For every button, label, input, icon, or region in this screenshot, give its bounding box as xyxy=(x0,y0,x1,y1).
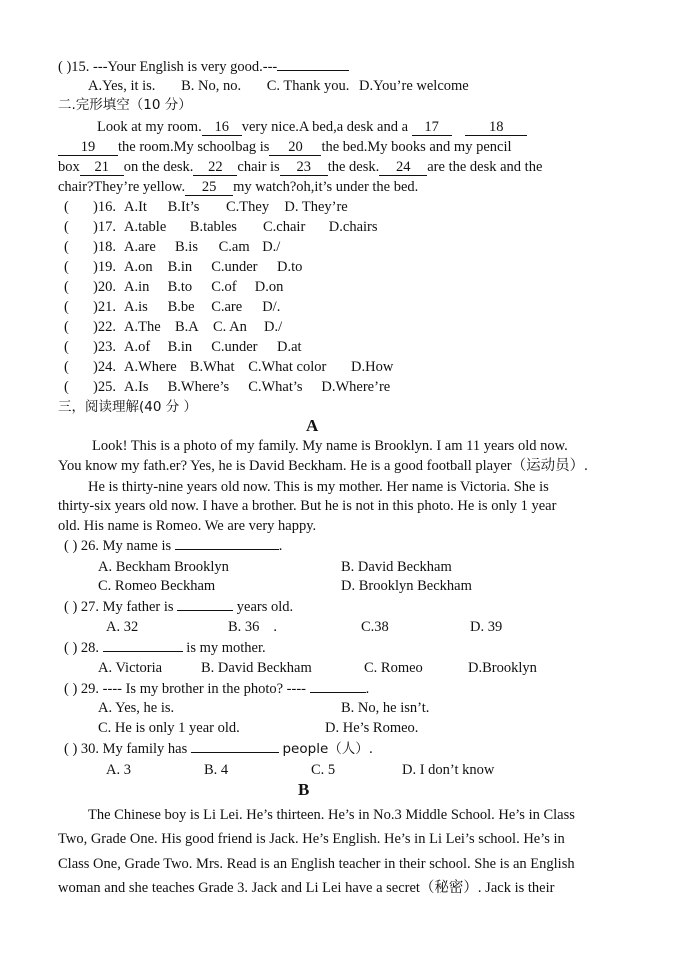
passage-b-line: Class One, Grade Two. Mrs. Read is an English teacher in their school. She is an English xyxy=(58,856,575,872)
cloze-option-b[interactable]: B.in xyxy=(167,259,193,275)
cloze-blank-21[interactable]: 21 xyxy=(80,159,124,176)
q29-stem: ( ) 29. ---- Is my brother in the photo? ---- . xyxy=(64,681,370,697)
q15-option-b[interactable]: B. No, no. xyxy=(181,78,242,94)
cloze-option-b[interactable]: B.be xyxy=(167,299,195,315)
cloze-blank-23[interactable]: 23 xyxy=(280,159,328,176)
cloze-option-c[interactable]: C.under xyxy=(211,339,258,355)
cloze-option-d[interactable]: D./ xyxy=(264,319,283,335)
q27-option-b[interactable]: B. 36 . xyxy=(228,619,278,635)
cloze-blank-25[interactable]: 25 xyxy=(185,179,233,196)
q26-option-c[interactable]: C. Romeo Beckham xyxy=(98,578,216,594)
q15-option-c[interactable]: C. Thank you. xyxy=(266,78,350,94)
q26-option-b[interactable]: B. David Beckham xyxy=(341,559,452,575)
passage-b-line: The Chinese boy is Li Lei. He’s thirteen. He’s in No.3 Middle School. He’s in Class xyxy=(88,807,575,823)
cloze-option-b[interactable]: B.Where’s xyxy=(167,379,230,395)
q29-option-a[interactable]: A. Yes, he is. xyxy=(98,700,175,716)
q27-option-a[interactable]: A. 32 xyxy=(106,619,139,635)
q26-answer-blank[interactable] xyxy=(175,549,279,550)
cloze-option-d[interactable]: D.at xyxy=(277,339,302,355)
passage-a-heading: A xyxy=(306,416,319,435)
q28-option-c[interactable]: C. Romeo xyxy=(364,660,423,676)
cloze-option-a[interactable]: A.in xyxy=(124,279,150,295)
cloze-option-b[interactable]: B.A xyxy=(175,319,199,335)
cloze-question-number: )25. xyxy=(93,379,116,395)
answer-paren[interactable]: ( xyxy=(64,219,69,235)
cloze-question-number: )23. xyxy=(93,339,116,355)
q28-option-d[interactable]: D.Brooklyn xyxy=(468,660,537,676)
cloze-blank-17[interactable]: 17 xyxy=(412,119,452,136)
cloze-blank-24[interactable]: 24 xyxy=(379,159,427,176)
answer-paren[interactable]: ( xyxy=(64,319,69,335)
cloze-option-b[interactable]: B.to xyxy=(167,279,193,295)
cloze-option-a[interactable]: A.are xyxy=(124,239,156,255)
cloze-question-number: )20. xyxy=(93,279,116,295)
cloze-option-c[interactable]: C.What’s xyxy=(248,379,303,395)
cloze-blank-18[interactable]: 18 xyxy=(465,119,527,136)
q30-option-b[interactable]: B. 4 xyxy=(204,762,229,778)
q28-option-a[interactable]: A. Victoria xyxy=(98,660,163,676)
cloze-option-c[interactable]: C.am xyxy=(218,239,250,255)
cloze-section-title: 二.完形填空（10 分） xyxy=(58,97,192,113)
cloze-option-b[interactable]: B.in xyxy=(167,339,193,355)
q28-stem: ( ) 28. is my mother. xyxy=(64,640,266,656)
answer-paren[interactable]: ( xyxy=(64,379,69,395)
passage-b-line: woman and she teaches Grade 3. Jack and Li Lei have a secret（秘密）. Jack is their xyxy=(58,880,555,896)
answer-paren[interactable]: ( xyxy=(64,279,69,295)
q29-answer-blank[interactable] xyxy=(310,692,366,693)
q27-stem: ( ) 27. My father is years old. xyxy=(64,599,294,615)
cloze-option-a[interactable]: A.is xyxy=(124,299,148,315)
cloze-option-a[interactable]: A.Where xyxy=(124,359,177,375)
cloze-option-c[interactable]: C.What color xyxy=(248,359,327,375)
cloze-option-d[interactable]: D.chairs xyxy=(328,219,378,235)
cloze-passage-line-2: 19 the room.My schoolbag is 20 the bed.My books and my pencil xyxy=(58,137,512,157)
cloze-option-d[interactable]: D. They’re xyxy=(284,199,348,215)
cloze-question-number: )21. xyxy=(93,299,116,315)
cloze-passage-line-3: box 21 on the desk. 22 chair is 23 the desk. 24 are the desk and the xyxy=(58,159,543,175)
q15-stem: ( )15. ---Your English is very good.--- xyxy=(58,57,349,77)
cloze-option-c[interactable]: C.chair xyxy=(263,219,306,235)
cloze-passage-line-4: chair?They’re yellow. 25 my watch?oh,it’s under the bed. xyxy=(58,179,419,195)
q28-option-b[interactable]: B. David Beckham xyxy=(201,660,312,676)
q27-answer-blank[interactable] xyxy=(177,610,233,611)
q29-option-d[interactable]: D. He’s Romeo. xyxy=(325,720,419,736)
q30-answer-blank[interactable] xyxy=(191,752,279,753)
answer-paren[interactable]: ( xyxy=(64,339,69,355)
cloze-question-number: )24. xyxy=(93,359,116,375)
q29-option-b[interactable]: B. No, he isn’t. xyxy=(341,700,430,716)
q15-answer-blank[interactable] xyxy=(277,70,349,71)
cloze-option-a[interactable]: A.Is xyxy=(124,379,149,395)
passage-b-heading: B xyxy=(298,780,310,799)
passage-a-line: Look! This is a photo of my family. My name is Brooklyn. I am 11 years old now. xyxy=(92,438,568,454)
q27-option-c[interactable]: C.38 xyxy=(361,619,389,635)
cloze-option-b[interactable]: B.What xyxy=(189,359,235,375)
cloze-option-c[interactable]: C.They xyxy=(226,199,270,215)
passage-a-line: thirty-six years old now. I have a brother. But he is not in this photo. He is only 1 year xyxy=(58,498,557,514)
answer-paren[interactable]: ( xyxy=(64,239,69,255)
cloze-option-d[interactable]: D/. xyxy=(262,299,281,315)
cloze-option-d[interactable]: D./ xyxy=(262,239,281,255)
answer-paren[interactable]: ( xyxy=(64,299,69,315)
q29-option-c[interactable]: C. He is only 1 year old. xyxy=(98,720,240,736)
q30-option-a[interactable]: A. 3 xyxy=(106,762,131,778)
passage-a-line: old. His name is Romeo. We are very happy. xyxy=(58,518,317,534)
cloze-question-number: )18. xyxy=(93,239,116,255)
cloze-option-b[interactable]: B.is xyxy=(175,239,198,255)
cloze-option-a[interactable]: A.It xyxy=(124,199,147,215)
cloze-question-number: )16. xyxy=(93,199,116,215)
q30-option-d[interactable]: D. I don’t know xyxy=(402,762,495,778)
cloze-option-a[interactable]: A.table xyxy=(124,219,167,235)
cloze-question-number: )17. xyxy=(93,219,116,235)
cloze-option-d[interactable]: D.on xyxy=(254,279,284,295)
cloze-option-b[interactable]: B.It’s xyxy=(167,199,200,215)
cloze-option-c[interactable]: C. An xyxy=(213,319,247,335)
q26-option-a[interactable]: A. Beckham Brooklyn xyxy=(98,559,229,575)
cloze-blank-20[interactable]: 20 xyxy=(269,139,321,156)
cloze-option-d[interactable]: D.Where’re xyxy=(321,379,391,395)
cloze-passage-line-1: Look at my room. 16 very nice.A bed,a desk and a 17 18 xyxy=(97,117,527,137)
cloze-option-c[interactable]: C.under xyxy=(211,259,258,275)
passage-a-line: He is thirty-nine years old now. This is my mother. Her name is Victoria. She is xyxy=(88,479,549,495)
q26-stem: ( ) 26. My name is . xyxy=(64,538,283,554)
q26-option-d[interactable]: D. Brooklyn Beckham xyxy=(341,578,472,594)
cloze-option-d[interactable]: D.to xyxy=(277,259,303,275)
q27-option-d[interactable]: D. 39 xyxy=(470,619,503,635)
q15-option-d[interactable]: D.You’re welcome xyxy=(359,78,469,94)
cloze-option-a[interactable]: A.The xyxy=(124,319,161,335)
cloze-blank-16[interactable]: 16 xyxy=(202,119,242,136)
q30-option-c[interactable]: C. 5 xyxy=(311,762,336,778)
cloze-option-d[interactable]: D.How xyxy=(351,359,394,375)
cloze-option-b[interactable]: B.tables xyxy=(189,219,237,235)
answer-paren[interactable]: ( xyxy=(64,199,69,215)
passage-a-line: You know my fath.er? Yes, he is David Beckham. He is a good football player（运动员）. xyxy=(58,458,588,474)
cloze-option-c[interactable]: C.are xyxy=(211,299,243,315)
cloze-option-a[interactable]: A.on xyxy=(124,259,153,275)
cloze-question-number: )22. xyxy=(93,319,116,335)
answer-paren[interactable]: ( xyxy=(64,359,69,375)
cloze-option-c[interactable]: C.of xyxy=(211,279,237,295)
cloze-question-number: )19. xyxy=(93,259,116,275)
q15-options xyxy=(88,76,469,96)
q15-option-a[interactable]: A.Yes, it is. xyxy=(88,78,156,94)
cloze-blank-22[interactable]: 22 xyxy=(193,159,237,176)
q28-answer-blank[interactable] xyxy=(103,651,183,652)
answer-paren[interactable]: ( xyxy=(64,259,69,275)
reading-section-title: 三，阅读理解(40 分 ） xyxy=(58,399,198,415)
passage-b-line: Two, Grade One. His good friend is Jack. He’s English. He’s in Li Lei’s school. He’s in xyxy=(58,831,565,847)
cloze-blank-19[interactable]: 19 xyxy=(58,139,118,156)
q30-stem: ( ) 30. My family has people（人）. xyxy=(64,741,374,757)
cloze-option-a[interactable]: A.of xyxy=(124,339,151,355)
